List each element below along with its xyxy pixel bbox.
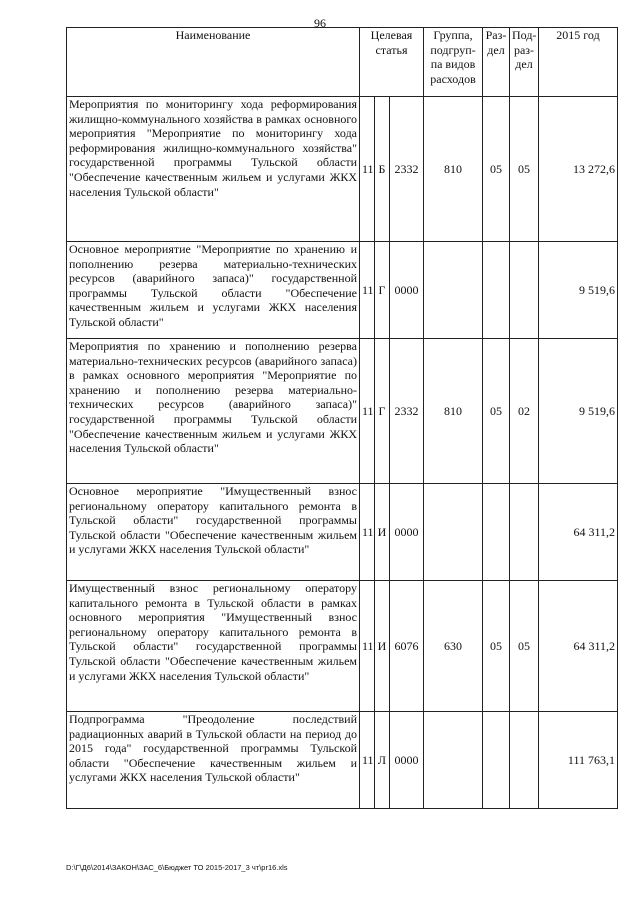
- row-group: 810: [424, 339, 483, 484]
- row-name: Имущественный взнос региональному оператору капитального ремонта в Тульской области в рамках основного мероприятия "Имущественный взнос региональному оператору капитального ремонта в Тульской области" государственной программы Тульской области "Обеспечение качественным жильем и услугами ЖКХ населения Тульской области": [67, 581, 360, 712]
- row-code-direction: 0000: [390, 484, 424, 581]
- table-row: [67, 339, 618, 484]
- footer-file-path: D:\Г\Д6\2014\ЗАКОН\ЗАС_6\Бюджет ТО 2015-2017_3 чт\pr16.xls: [66, 863, 288, 872]
- row-subsection: 05: [510, 581, 539, 712]
- row-amount: 13 272,6: [539, 97, 618, 242]
- table-row: [67, 484, 618, 581]
- header-row: [67, 28, 618, 97]
- row-name: Основное мероприятие "Имущественный взнос региональному оператору капитального ремонта в Тульской области" государственной программы Тульской области "Обеспечение качественным жильем и услугами ЖКХ населения Тульской области": [67, 484, 360, 581]
- row-group: [424, 242, 483, 339]
- row-amount: 111 763,1: [539, 712, 618, 809]
- header-target-article: Целевая статья: [360, 28, 424, 97]
- row-code-program: 11: [360, 339, 375, 484]
- row-subsection: 02: [510, 339, 539, 484]
- header-year: 2015 год: [539, 28, 618, 97]
- row-code-direction: 0000: [390, 712, 424, 809]
- row-code-subprogram: Л: [375, 712, 390, 809]
- row-subsection: [510, 712, 539, 809]
- row-section: [483, 484, 510, 581]
- page-number: 96: [314, 16, 326, 30]
- header-section: Раз-дел: [483, 28, 510, 97]
- row-code-direction: 6076: [390, 581, 424, 712]
- row-amount: 64 311,2: [539, 484, 618, 581]
- row-code-direction: 2332: [390, 97, 424, 242]
- row-subsection: [510, 484, 539, 581]
- row-section: 05: [483, 339, 510, 484]
- row-group: 630: [424, 581, 483, 712]
- row-group: [424, 712, 483, 809]
- row-section: [483, 242, 510, 339]
- row-code-subprogram: Б: [375, 97, 390, 242]
- row-section: 05: [483, 97, 510, 242]
- header-name: Наименование: [67, 28, 360, 97]
- header-subsection: Под-раз-дел: [510, 28, 539, 97]
- row-code-subprogram: И: [375, 484, 390, 581]
- row-code-program: 11: [360, 484, 375, 581]
- row-code-subprogram: Г: [375, 339, 390, 484]
- row-group: 810: [424, 97, 483, 242]
- row-code-program: 11: [360, 97, 375, 242]
- table-row: [67, 242, 618, 339]
- row-subsection: [510, 242, 539, 339]
- row-name: Мероприятия по хранению и пополнению резерва материально-технических ресурсов (аварийного запаса) в рамках основного мероприятия "Мероприятие по хранению и пополнению резерва материально-технических ресурсов (аварийного запаса)" государственной программы Тульской области "Обеспечение качественным жильем и услугами ЖКХ населения Тульской области": [67, 339, 360, 484]
- table-row: [67, 712, 618, 809]
- header-group: Группа, подгруп-па видов расходов: [424, 28, 483, 97]
- row-amount: 9 519,6: [539, 339, 618, 484]
- row-name: Подпрограмма "Преодоление последствий радиационных аварий в Тульской области на период до 2015 года" государственной программы Тульской области "Обеспечение качественным жильем и услугами ЖКХ населения Тульской области": [67, 712, 360, 809]
- table-row: [67, 581, 618, 712]
- row-group: [424, 484, 483, 581]
- row-code-direction: 2332: [390, 339, 424, 484]
- row-amount: 9 519,6: [539, 242, 618, 339]
- row-name: Основное мероприятие "Мероприятие по хранению и пополнению резерва материально-технических ресурсов (аварийного запаса)" государственной программы Тульской области "Обеспечение качественным жильем и услугами ЖКХ населения Тульской области": [67, 242, 360, 339]
- row-code-subprogram: И: [375, 581, 390, 712]
- row-code-program: 11: [360, 712, 375, 809]
- row-code-program: 11: [360, 242, 375, 339]
- budget-table: [66, 27, 618, 809]
- row-section: [483, 712, 510, 809]
- row-code-subprogram: Г: [375, 242, 390, 339]
- row-subsection: 05: [510, 97, 539, 242]
- row-code-program: 11: [360, 581, 375, 712]
- row-code-direction: 0000: [390, 242, 424, 339]
- row-amount: 64 311,2: [539, 581, 618, 712]
- row-section: 05: [483, 581, 510, 712]
- table-row: [67, 97, 618, 242]
- row-name: Мероприятия по мониторингу хода реформирования жилищно-коммунального хозяйства в рамках основного мероприятия "Мероприятие по мониторингу хода реформирования жилищно-коммунального хозяйства" государственной программы Тульской области "Обеспечение качественным жильем и услугами ЖКХ населения Тульской области": [67, 97, 360, 242]
